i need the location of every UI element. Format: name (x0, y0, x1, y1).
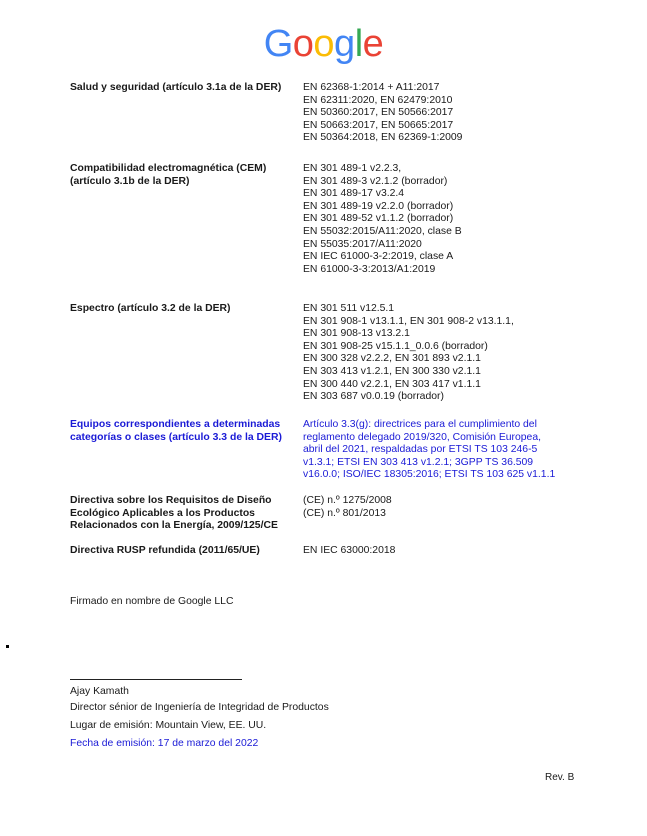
standard-line: EN 301 908-1 v13.1.1, EN 301 908-2 v13.1.1, (303, 315, 514, 327)
standard-line: EN 301 908-25 v15.1.1_0.0.6 (borrador) (303, 340, 488, 352)
standard-line: reglamento delegado 2019/320, Comisión Europea, (303, 431, 541, 443)
standard-line: EN 61000-3-3:2013/A1:2019 (303, 263, 436, 275)
logo-letter: g (334, 23, 355, 65)
google-logo (0, 22, 647, 66)
requirement-line: Compatibilidad electromagnética (CEM) (70, 163, 267, 174)
standard-line: EN 300 328 v2.2.2, EN 301 893 v2.1.1 (303, 353, 481, 365)
requirement-line: Directiva RUSP refundida (2011/65/UE) (70, 545, 260, 556)
place-of-issue: Lugar de emisión: Mountain View, EE. UU. (70, 720, 267, 731)
requirement-ecodesign (70, 495, 302, 533)
standard-line: EN 62311:2020, EN 62479:2010 (303, 94, 453, 106)
requirement-line: Ecológico Aplicables a los Productos (70, 507, 255, 519)
standard-line: EN 301 489-17 v3.2.4 (303, 188, 405, 200)
logo-letter: G (263, 23, 293, 65)
standard-line: EN 301 489-19 v2.2.0 (borrador) (303, 200, 454, 212)
standards-health-safety (303, 82, 573, 145)
requirement-spectrum (70, 303, 302, 316)
standard-line: EN 303 687 v0.0.19 (borrador) (303, 391, 444, 403)
standard-line: (CE) n.º 1275/2008 (303, 495, 392, 506)
standard-line: EN IEC 63000:2018 (303, 545, 396, 556)
revision-label: Rev. B (545, 772, 575, 783)
standard-line: EN 301 489-52 v1.1.2 (borrador) (303, 213, 454, 225)
requirement-line: Espectro (artículo 3.2 de la DER) (70, 303, 231, 314)
standard-line: EN 301 908-13 v13.2.1 (303, 328, 410, 340)
requirement-health-safety (70, 82, 302, 95)
standard-line: EN 303 413 v1.2.1, EN 300 330 v2.1.1 (303, 365, 481, 377)
standards-emc (303, 163, 573, 276)
standard-line: EN 55035:2017/A11:2020 (303, 238, 422, 250)
standards-ecodesign (303, 495, 573, 520)
requirement-line: Salud y seguridad (artículo 3.1a de la DER) (70, 82, 282, 93)
logo-letter: o (313, 23, 335, 65)
standard-line: EN 300 440 v2.2.1, EN 303 417 v1.1.1 (303, 378, 481, 390)
standards-spectrum (303, 303, 573, 404)
standard-line: EN 50364:2018, EN 62369-1:2009 (303, 132, 463, 144)
signatory-name: Ajay Kamath (70, 686, 129, 697)
standard-line: Artículo 3.3(g): directrices para el cumplimiento del (303, 419, 537, 430)
requirement-article-3-3 (70, 419, 302, 444)
standard-line: (CE) n.º 801/2013 (303, 507, 386, 519)
standard-line: EN 301 511 v12.5.1 (303, 303, 395, 314)
standard-line: v1.3.1; ETSI EN 303 413 v1.2.1; 3GPP TS 36.509 (303, 456, 534, 468)
signatory-title: Director sénior de Ingeniería de Integridad de Productos (70, 702, 329, 713)
standard-line: EN 301 489-1 v2.2.3, (303, 163, 402, 174)
date-of-issue: Fecha de emisión: 17 de marzo del 2022 (70, 738, 259, 749)
signature-line (70, 679, 242, 680)
standard-line: EN 301 489-3 v2.1.2 (borrador) (303, 175, 448, 187)
standard-line: EN 50360:2017, EN 50566:2017 (303, 107, 454, 119)
signed-on-behalf: Firmado en nombre de Google LLC (70, 596, 234, 607)
bullet-mark (6, 645, 9, 648)
requirement-line: Directiva sobre los Requisitos de Diseño (70, 495, 272, 506)
standards-article-3-3 (303, 419, 573, 482)
standard-line: abril del 2021, respaldadas por ETSI TS 103 246-5 (303, 444, 538, 456)
requirement-rohs (70, 545, 302, 558)
requirement-line: Equipos correspondientes a determinadas (70, 419, 281, 430)
logo-letter: o (292, 23, 314, 65)
requirement-emc (70, 163, 302, 188)
logo-letter: l (354, 23, 363, 65)
standard-line: EN 50663:2017, EN 50665:2017 (303, 119, 454, 131)
logo-letter: e (362, 23, 384, 65)
requirement-line: (artículo 3.1b de la DER) (70, 175, 190, 187)
requirement-line: Relacionados con la Energía, 2009/125/CE (70, 520, 278, 532)
standards-rohs (303, 545, 573, 558)
requirement-line: categorías o clases (artículo 3.3 de la DER) (70, 431, 282, 443)
standard-line: EN 62368-1:2014 + A11:2017 (303, 82, 440, 93)
standard-line: EN 55032:2015/A11:2020, clase B (303, 225, 462, 237)
standard-line: v16.0.0; ISO/IEC 18305:2016; ETSI TS 103 625 v1.1.1 (303, 469, 556, 481)
standard-line: EN IEC 61000-3-2:2019, clase A (303, 251, 454, 263)
